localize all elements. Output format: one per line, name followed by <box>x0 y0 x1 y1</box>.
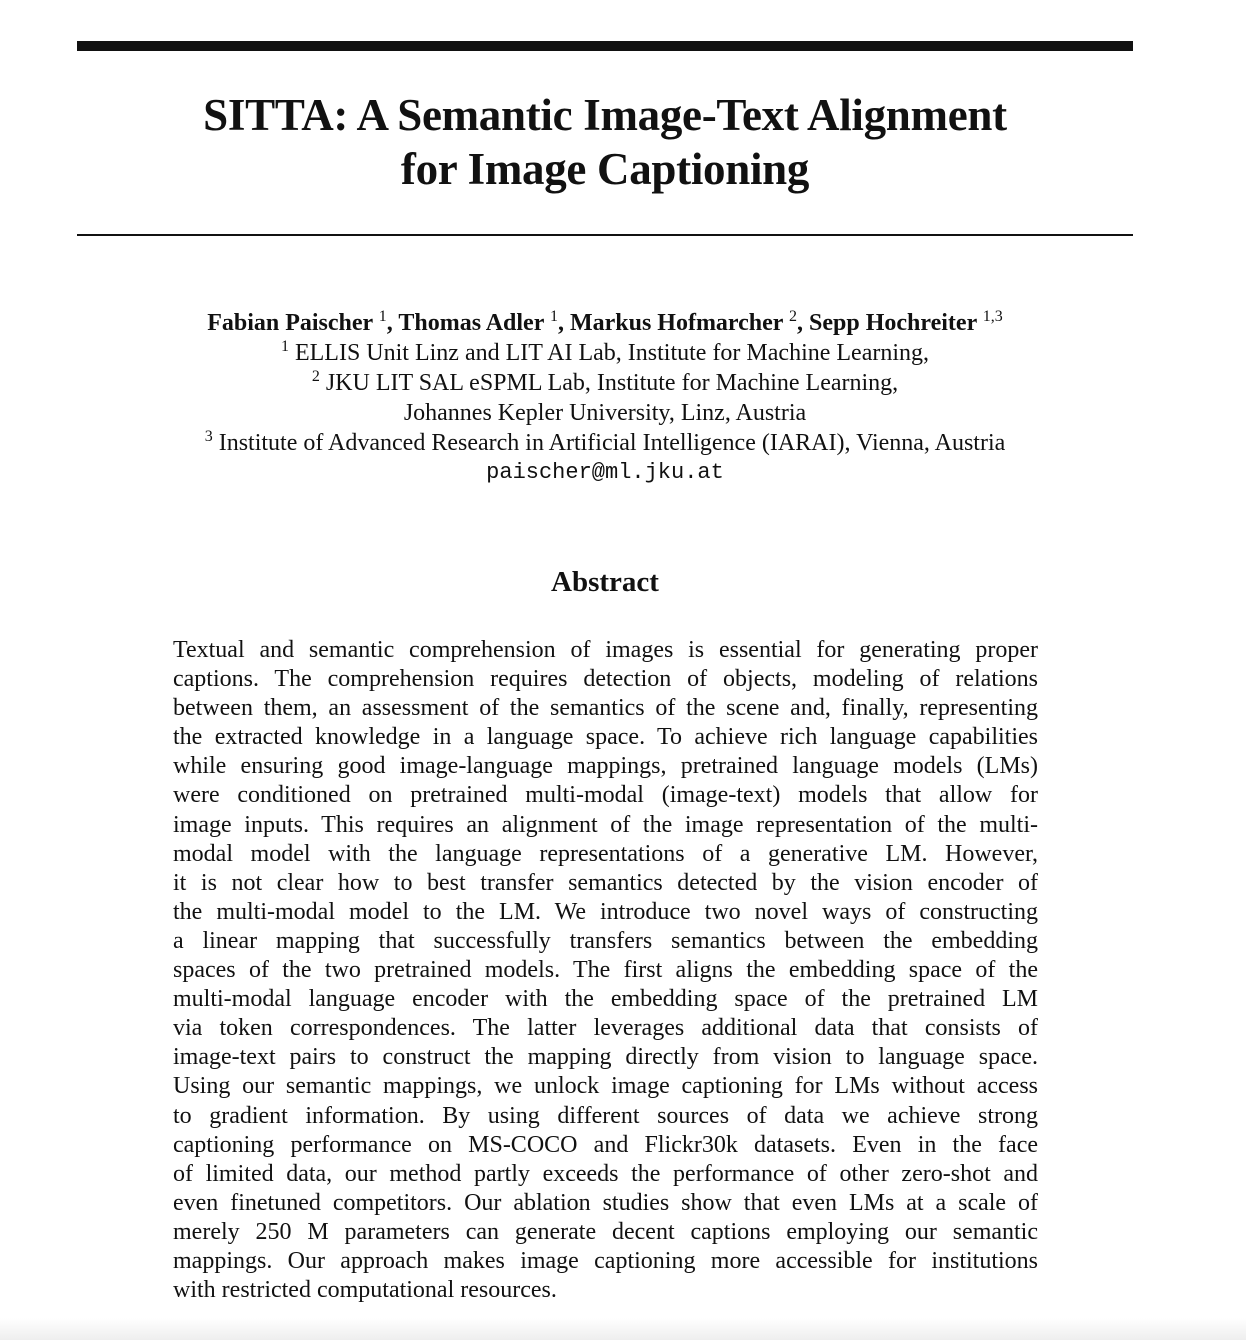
abstract-line: multi-modal language encoder with the embedding space of the pretrained LM <box>173 986 1038 1013</box>
affiliation-line <box>77 398 1133 428</box>
abstract-line: of limited data, our method partly exceeds the performance of other zero-shot and <box>173 1160 1038 1187</box>
author-affiliation-mark: 2 <box>789 308 798 325</box>
abstract-line: the multi-modal model to the LM. We introduce two novel ways of constructing <box>173 898 1038 925</box>
abstract-line: via token correspondences. The latter leverages additional data that consists of <box>173 1015 1038 1042</box>
abstract-line: with restricted computational resources. <box>173 1277 557 1304</box>
abstract-line: Using our semantic mappings, we unlock image captioning for LMs without access <box>173 1073 1038 1100</box>
abstract-line: captions. The comprehension requires detection of objects, modeling of relations <box>173 666 1038 693</box>
paper-title-line-2: for Image Captioning <box>400 144 810 194</box>
contact-email: paischer@ml.jku.at <box>486 460 724 485</box>
abstract-line: image-text pairs to construct the mapping directly from vision to language space. <box>173 1044 1038 1071</box>
author-name: Fabian Paischer <box>207 310 373 336</box>
abstract-line: mappings. Our approach makes image captioning more accessible for institutions <box>173 1247 1038 1274</box>
abstract-line: between them, an assessment of the semantics of the scene and, finally, representing <box>173 695 1038 722</box>
abstract-line: it is not clear how to best transfer semantics detected by the vision encoder of <box>173 869 1038 896</box>
author-separator: , <box>557 310 570 336</box>
abstract-line: merely 250 M parameters can generate decent captions employing our semantic <box>173 1218 1038 1245</box>
affiliation-line <box>77 338 1133 368</box>
author-list <box>77 308 1133 338</box>
abstract-line: Textual and semantic comprehension of images is essential for generating proper <box>173 637 1038 663</box>
author-separator: , <box>386 310 399 336</box>
paper-title <box>77 88 1133 196</box>
author-affiliation-mark: 1 <box>549 308 558 325</box>
affiliation-line <box>77 368 1133 398</box>
title-bottom-rule <box>77 234 1133 236</box>
affiliation-line <box>77 428 1133 458</box>
affiliation-text: ELLIS Unit Linz and LIT AI Lab, Institute for Machine Learning, <box>294 340 930 366</box>
abstract-line: modal model with the language representations of a generative LM. However, <box>173 840 1038 867</box>
paper-title-line-1: SITTA: A Semantic Image-Text Alignment <box>203 90 1007 140</box>
abstract-line: spaces of the two pretrained models. The first aligns the embedding space of the <box>173 957 1038 984</box>
abstract-line: to gradient information. By using different sources of data we achieve strong <box>173 1102 1038 1129</box>
abstract-line: were conditioned on pretrained multi-modal (image-text) models that allow for <box>173 782 1038 809</box>
abstract-line: a linear mapping that successfully transfers semantics between the embedding <box>173 927 1038 954</box>
abstract-line: the extracted knowledge in a language space. To achieve rich language capabilities <box>173 724 1038 751</box>
abstract-line: captioning performance on MS-COCO and Flickr30k datasets. Even in the face <box>173 1131 1038 1158</box>
title-top-rule <box>77 41 1133 51</box>
author-name: Sepp Hochreiter <box>809 310 977 336</box>
abstract-heading: Abstract <box>551 566 659 598</box>
author-name: Markus Hofmarcher <box>569 310 784 336</box>
abstract-line: while ensuring good image-language mappings, pretrained language models (LMs) <box>173 753 1038 780</box>
author-separator: , <box>797 310 810 336</box>
affiliation-text: Institute of Advanced Research in Artificial Intelligence (IARAI), Vienna, Austria <box>218 430 1006 456</box>
abstract-line: even finetuned competitors. Our ablation studies show that even LMs at a scale of <box>173 1189 1038 1216</box>
abstract-body <box>173 636 1038 1305</box>
abstract-line: image inputs. This requires an alignment of the image representation of the multi- <box>173 811 1038 838</box>
affiliation-text: Johannes Kepler University, Linz, Austria <box>403 400 807 426</box>
affiliation-mark: 3 <box>204 428 213 445</box>
author-block <box>77 308 1133 488</box>
author-affiliation-mark: 1,3 <box>982 308 1003 325</box>
affiliation-mark: 1 <box>280 338 289 355</box>
affiliation-text: JKU LIT SAL eSPML Lab, Institute for Machine Learning, <box>325 370 899 396</box>
page-bottom-edge <box>0 1318 1246 1340</box>
affiliation-mark: 2 <box>311 368 320 385</box>
author-name: Thomas Adler <box>398 310 544 336</box>
author-affiliation-mark: 1 <box>378 308 387 325</box>
